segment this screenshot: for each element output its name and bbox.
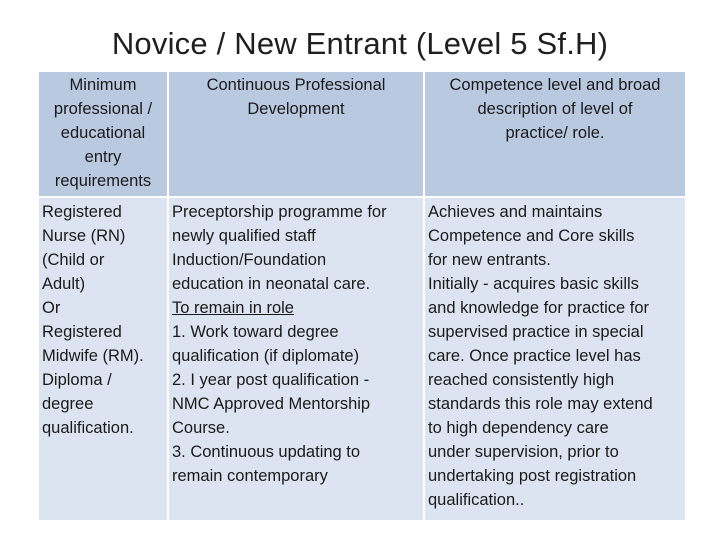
level-table — [37, 70, 687, 522]
cell-text: standards this role may extend — [428, 395, 653, 413]
header-text: Competence level and broad — [449, 76, 661, 94]
cell-text: Achieves and maintains — [428, 203, 603, 221]
cell-text: NMC Approved Mentorship — [172, 395, 371, 413]
cell-text: degree — [42, 395, 94, 413]
cell-text: (Child or — [42, 251, 105, 269]
cell-text: Induction/Foundation — [172, 251, 327, 269]
cell-text: 3. Continuous updating to — [172, 443, 361, 461]
header-text: Development — [247, 100, 345, 118]
header-entry-requirements — [38, 71, 168, 197]
cell-text: education in neonatal care. — [172, 275, 371, 293]
header-competence — [424, 71, 686, 197]
cell-text: 2. I year post qualification - — [172, 371, 370, 389]
header-text: practice/ role. — [505, 124, 605, 142]
cell-text: and knowledge for practice for — [428, 299, 650, 317]
cell-text: Course. — [172, 419, 230, 437]
cell-text: newly qualified staff — [172, 227, 316, 245]
cell-requirements — [38, 197, 168, 521]
cell-text: Diploma / — [42, 371, 112, 389]
header-text: Minimum — [69, 76, 137, 94]
header-cpd — [168, 71, 424, 197]
header-text: educational — [60, 124, 146, 142]
cell-text: supervised practice in special — [428, 323, 644, 341]
cell-text: remain contemporary — [172, 467, 328, 485]
cell-text: reached consistently high — [428, 371, 615, 389]
cell-text: Registered — [42, 203, 122, 221]
cell-text: Midwife (RM). — [42, 347, 144, 365]
header-text: professional / — [53, 100, 153, 118]
header-row — [38, 71, 686, 197]
header-text: requirements — [54, 172, 152, 190]
cell-text: qualification (if diplomate) — [172, 347, 360, 365]
cell-text: care. Once practice level has — [428, 347, 641, 365]
cell-text: Initially - acquires basic skills — [428, 275, 639, 293]
cell-text: Adult) — [42, 275, 86, 293]
cell-text: Registered — [42, 323, 122, 341]
cell-competence — [424, 197, 686, 521]
cell-text: for new entrants. — [428, 251, 551, 269]
cell-text: 1. Work toward degree — [172, 323, 339, 341]
cell-text: under supervision, prior to — [428, 443, 619, 461]
cell-text-underlined: To remain in role — [172, 299, 294, 317]
header-text: description of level of — [477, 100, 633, 118]
cell-text: qualification.. — [428, 491, 525, 509]
table-row — [38, 197, 686, 521]
cell-text: Or — [42, 299, 61, 317]
header-text: Continuous Professional — [206, 76, 386, 94]
slide-title: Novice / New Entrant (Level 5 Sf.H) — [111, 26, 609, 61]
cell-text: Nurse (RN) — [42, 227, 126, 245]
cell-text: Competence and Core skills — [428, 227, 635, 245]
cell-text: qualification. — [42, 419, 134, 437]
cell-text: Preceptorship programme for — [172, 203, 387, 221]
cell-text: to high dependency care — [428, 419, 609, 437]
cell-cpd — [168, 197, 424, 521]
header-text: entry — [84, 148, 122, 166]
cell-text: undertaking post registration — [428, 467, 637, 485]
